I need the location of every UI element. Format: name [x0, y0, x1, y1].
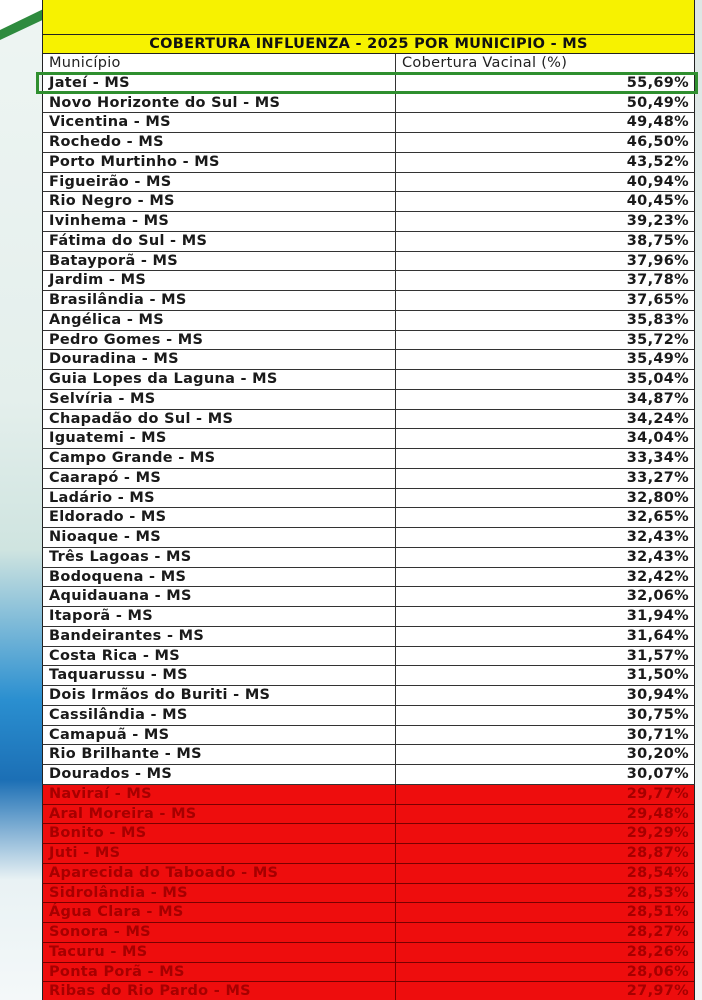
municipio-cell: Pedro Gomes - MS — [43, 331, 396, 350]
cobertura-cell: 38,75% — [626, 232, 689, 249]
cobertura-cell: 32,65% — [626, 509, 689, 526]
cobertura-cell: 35,83% — [626, 311, 689, 328]
cobertura-cell: 32,06% — [626, 588, 689, 605]
municipio-cell: Água Clara - MS — [43, 903, 396, 922]
table-title: COBERTURA INFLUENZA - 2025 POR MUNICIPIO - MS — [42, 34, 695, 54]
municipio-cell: Itaporã - MS — [43, 607, 396, 626]
cobertura-cell: 35,04% — [626, 371, 689, 387]
cobertura-cell: 28,54% — [626, 864, 689, 881]
municipio-cell: Guia Lopes da Laguna - MS — [43, 370, 396, 389]
table-row — [42, 232, 695, 252]
table-row — [42, 291, 695, 311]
table-row — [42, 489, 695, 509]
title-band — [42, 0, 695, 34]
table-row — [42, 686, 695, 706]
cobertura-cell: 35,49% — [626, 351, 689, 368]
municipio-cell: Aquidauana - MS — [43, 587, 396, 606]
municipio-cell: Nioaque - MS — [43, 528, 396, 547]
municipio-cell: Camapuã - MS — [43, 726, 396, 745]
cobertura-cell: 32,43% — [626, 529, 689, 545]
cobertura-cell: 27,97% — [626, 983, 689, 1000]
table-row — [42, 331, 695, 351]
cobertura-cell: 39,23% — [626, 213, 689, 229]
municipio-cell: Batayporã - MS — [43, 252, 396, 271]
municipio-cell: Bonito - MS — [43, 824, 396, 843]
municipio-cell: Brasilândia - MS — [43, 291, 396, 310]
table-row — [42, 192, 695, 212]
cobertura-cell: 28,53% — [626, 884, 689, 901]
spreadsheet — [42, 0, 695, 1000]
municipio-cell: Bandeirantes - MS — [43, 627, 396, 646]
cobertura-cell: 33,27% — [626, 469, 689, 486]
municipio-cell: Fátima do Sul - MS — [43, 232, 396, 251]
table-row — [42, 390, 695, 410]
table-row — [42, 252, 695, 272]
table-header-row — [42, 54, 695, 74]
municipio-cell: Iguatemi - MS — [43, 429, 396, 448]
table-row — [42, 370, 695, 390]
municipio-cell: Dois Irmãos do Buriti - MS — [43, 686, 396, 705]
municipio-cell: Novo Horizonte do Sul - MS — [43, 94, 396, 113]
municipio-cell: Juti - MS — [43, 844, 396, 863]
table-row — [42, 153, 695, 173]
cobertura-cell: 31,94% — [626, 608, 689, 624]
cobertura-cell: 31,50% — [626, 667, 689, 684]
table-row — [42, 706, 695, 726]
municipio-cell: Campo Grande - MS — [43, 449, 396, 468]
table-row — [42, 864, 695, 884]
cobertura-cell: 28,87% — [626, 845, 689, 861]
table-row — [42, 943, 695, 963]
municipio-cell: Sonora - MS — [43, 923, 396, 942]
table-row — [42, 133, 695, 153]
table-row — [42, 508, 695, 528]
table-row — [42, 726, 695, 746]
table-row — [42, 311, 695, 331]
municipio-cell: Porto Murtinho - MS — [43, 153, 396, 172]
cobertura-cell: 32,42% — [626, 568, 689, 585]
cobertura-cell: 34,04% — [626, 430, 689, 447]
table-row — [42, 410, 695, 430]
municipio-cell: Ivinhema - MS — [43, 212, 396, 231]
municipio-cell: Figueirão - MS — [43, 173, 396, 192]
municipio-cell: Cassilândia - MS — [43, 706, 396, 725]
table-row — [42, 884, 695, 904]
table-body — [42, 54, 695, 1000]
cobertura-cell: 40,45% — [626, 193, 689, 210]
cobertura-cell: 34,87% — [626, 390, 689, 407]
municipio-cell: Douradina - MS — [43, 350, 396, 369]
table-row — [42, 350, 695, 370]
table-row — [42, 963, 695, 983]
table-row — [42, 74, 695, 94]
municipio-cell: Bodoquena - MS — [43, 568, 396, 587]
municipio-cell: Eldorado - MS — [43, 508, 396, 527]
cobertura-cell: 29,48% — [626, 805, 689, 822]
municipio-cell: Caarapó - MS — [43, 469, 396, 488]
municipio-cell: Angélica - MS — [43, 311, 396, 330]
table-row — [42, 765, 695, 785]
municipio-cell: Rochedo - MS — [43, 133, 396, 152]
table-row — [42, 627, 695, 647]
table-row — [42, 528, 695, 548]
cobertura-cell: 35,72% — [626, 331, 689, 348]
table-row — [42, 548, 695, 568]
municipio-cell: Costa Rica - MS — [43, 647, 396, 666]
table-row — [42, 429, 695, 449]
municipio-cell: Aparecida do Taboado - MS — [43, 864, 396, 883]
table-row — [42, 923, 695, 943]
table-row — [42, 587, 695, 607]
cobertura-cell: 30,71% — [626, 726, 689, 743]
table-row — [42, 647, 695, 667]
table-row — [42, 745, 695, 765]
cobertura-cell: 43,52% — [626, 153, 689, 170]
table-row — [42, 607, 695, 627]
cobertura-cell: 30,07% — [626, 766, 689, 782]
municipio-cell: Aral Moreira - MS — [43, 805, 396, 824]
municipio-cell: Taquarussu - MS — [43, 666, 396, 685]
municipio-cell: Vicentina - MS — [43, 113, 396, 132]
table-row — [42, 469, 695, 489]
municipio-cell: Ponta Porã - MS — [43, 963, 396, 982]
table-row — [42, 113, 695, 133]
table-row — [42, 212, 695, 232]
cobertura-cell: 31,64% — [626, 627, 689, 644]
column-header-cobertura: Cobertura Vacinal (%) — [402, 55, 568, 71]
cobertura-cell: 30,20% — [626, 746, 689, 763]
municipio-cell: Rio Negro - MS — [43, 192, 396, 211]
municipio-cell: Selvíria - MS — [43, 390, 396, 409]
cobertura-cell: 50,49% — [626, 94, 689, 111]
table-row — [42, 903, 695, 923]
cobertura-cell: 34,24% — [626, 410, 689, 427]
table-row — [42, 94, 695, 114]
table-row — [42, 271, 695, 291]
cobertura-cell: 28,27% — [626, 924, 689, 940]
cobertura-cell: 55,69% — [626, 74, 689, 91]
municipio-cell: Sidrolândia - MS — [43, 884, 396, 903]
cobertura-cell: 32,80% — [626, 489, 689, 506]
municipio-cell: Rio Brilhante - MS — [43, 745, 396, 764]
cobertura-cell: 40,94% — [626, 173, 689, 190]
municipio-cell: Dourados - MS — [43, 765, 396, 784]
municipio-cell: Três Lagoas - MS — [43, 548, 396, 567]
municipio-cell: Naviraí - MS — [43, 785, 396, 804]
cobertura-cell: 30,94% — [626, 687, 689, 703]
cobertura-cell: 46,50% — [626, 134, 689, 150]
table-row — [42, 785, 695, 805]
table-row — [42, 666, 695, 686]
table-row — [42, 982, 695, 1000]
municipio-cell: Chapadão do Sul - MS — [43, 410, 396, 429]
table-row — [42, 844, 695, 864]
cobertura-cell: 37,78% — [626, 272, 689, 289]
municipio-cell: Ribas do Rio Pardo - MS — [43, 982, 396, 1000]
column-header-municipio: Município — [43, 54, 396, 73]
cobertura-cell: 28,26% — [626, 943, 689, 960]
table-row — [42, 824, 695, 844]
table-row — [42, 449, 695, 469]
cobertura-cell: 37,65% — [626, 292, 689, 308]
municipio-cell: Jardim - MS — [43, 271, 396, 290]
municipio-cell: Tacuru - MS — [43, 943, 396, 962]
municipio-cell: Jateí - MS — [43, 74, 396, 93]
cobertura-cell: 29,77% — [626, 785, 689, 802]
background-left-strip — [0, 0, 44, 1000]
table-row — [42, 173, 695, 193]
municipio-cell: Ladário - MS — [43, 489, 396, 508]
cobertura-cell: 30,75% — [626, 706, 689, 723]
cobertura-cell: 49,48% — [626, 114, 689, 131]
cobertura-cell: 32,43% — [626, 548, 689, 565]
cobertura-cell: 31,57% — [626, 647, 689, 664]
cobertura-cell: 33,34% — [626, 450, 689, 466]
cobertura-cell: 28,06% — [626, 963, 689, 980]
cobertura-cell: 28,51% — [626, 904, 689, 921]
table-row — [42, 805, 695, 825]
cobertura-cell: 37,96% — [626, 252, 689, 269]
table-row — [42, 568, 695, 588]
cobertura-cell: 29,29% — [626, 825, 689, 842]
